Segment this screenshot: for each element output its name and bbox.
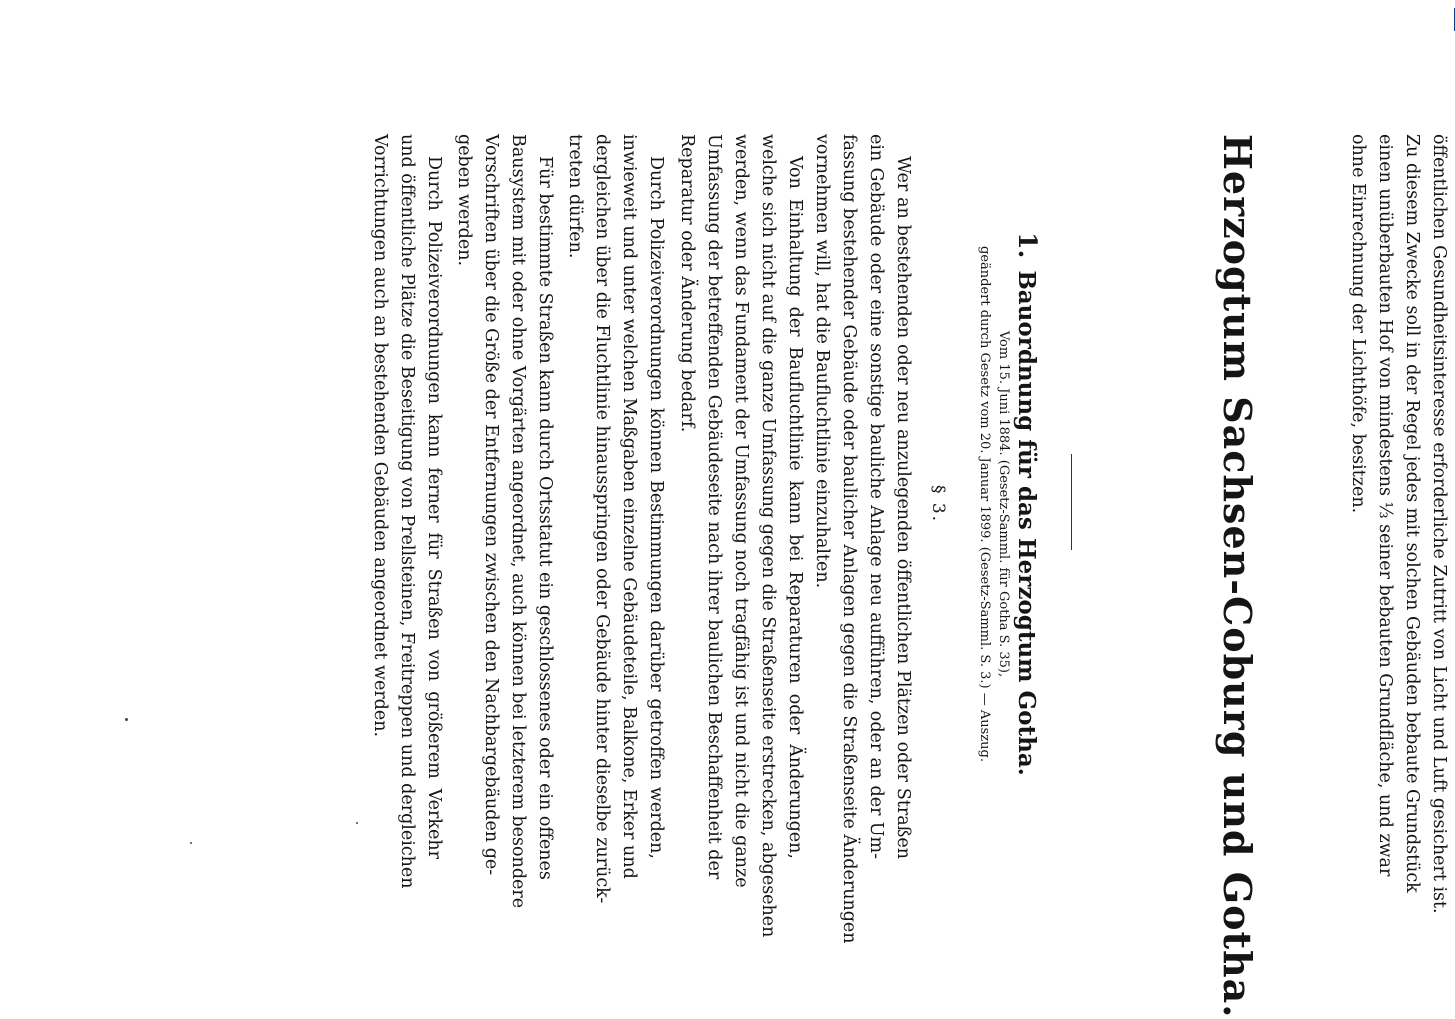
rotated-document-page-continued bbox=[1060, 134, 1449, 1019]
paragraph-3-line: Reparatur oder Änderung bedarf. bbox=[677, 134, 697, 433]
source-line-1: Vom 15. Juni 1884. (Gesetz-Samml. für Gotha S. 35), bbox=[996, 330, 1011, 678]
paragraph-5-line: einen unüberbauten Hof von mindestens ⅓ seiner bebauten Grundfläche, und zwar bbox=[1375, 134, 1395, 877]
paragraph-3-line: Durch Polizeiverordnungen können Bestimmungen darüber getroffen werden, bbox=[646, 156, 666, 859]
paragraph-3-line: und öffentliche Plätze die Beseitigung von Prellsteinen, Freitreppen und dergleichen bbox=[397, 134, 417, 889]
paragraph-3-line: ein Gebäude oder eine sonstige bauliche Anlage neu aufführen, oder an der Um- bbox=[866, 134, 886, 859]
paragraph-3-line: Durch Polizeiverordnungen kann ferner für Straßen von größerem Verkehr bbox=[424, 156, 444, 859]
scan-speck bbox=[356, 822, 358, 824]
main-title: Herzogtum Sachsen-Coburg und Gotha. bbox=[1215, 134, 1260, 1019]
paragraph-3-line: werden, wenn das Fundament der Umfassung noch tragfähig ist und nicht die ganze bbox=[731, 134, 751, 888]
scan-speck bbox=[190, 842, 192, 844]
paragraph-3-line: vornehmen will, hat die Baufluchtlinie einzuhalten. bbox=[812, 134, 832, 589]
paragraph-3-line: fassung bestehender Gebäude oder baulicher Anlagen gegen die Straßenseite Änderungen bbox=[839, 134, 859, 944]
paragraph-3-line: Vorschriften über die Größe der Entfernungen zwischen den Nachbargebäuden ge- bbox=[481, 134, 501, 876]
paragraph-3-line: Wer an bestehenden oder neu anzulegenden öffentlichen Plätzen oder Straßen bbox=[893, 156, 913, 859]
paragraph-3-line: Umfassung der betreffenden Gebäudeseite nach ihrer baulichen Beschaffenheit der bbox=[704, 134, 724, 880]
paragraph-3-line: Von Einhaltung der Baufluchtlinie kann bei Reparaturen oder Änderungen, bbox=[785, 156, 805, 859]
section-number: 1. bbox=[1013, 232, 1042, 259]
paragraph-3-line: geben werden. bbox=[454, 134, 474, 267]
digitization-credit bbox=[1441, 8, 1454, 988]
paragraph-3-line: treten dürfen. bbox=[565, 134, 585, 259]
paragraph-3-line: welche sich nicht auf die ganze Umfassung gegen die Straßenseite erstrecken, abgesehen bbox=[758, 134, 778, 938]
paragraph-3-line: Für bestimmte Straßen kann durch Ortsstatut ein geschlossenes oder ein offenes bbox=[535, 156, 555, 880]
paragraph-3-line: dergleichen über die Fluchtlinie hinausspringen oder Gebäude hinter dieselbe zurück- bbox=[592, 134, 612, 904]
paragraph-3-line: inwieweit und unter welchen Maßgaben einzelne Gebäudeteile, Balkone, Erker und bbox=[619, 134, 639, 879]
paragraph-3-line: Vorrichtungen auch an bestehenden Gebäuden angeordnet werden. bbox=[370, 134, 390, 738]
paragraph-5-line: öffentlichen Gesundheitsinteresse erforderliche Zutritt von Licht und Luft gesichert ist. bbox=[1429, 134, 1449, 914]
paragraph-3-heading: § 3. bbox=[928, 484, 948, 524]
paragraph-5-line: Zu diesem Zwecke soll in der Regel jedes mit solchen Gebäuden bebaute Grundstück bbox=[1402, 134, 1422, 893]
paragraph-5-line: ohne Einrechnung der Lichthöfe, besitzen. bbox=[1348, 134, 1368, 514]
source-line-2: geändert durch Gesetz vom 20. Januar 1899. (Gesetz-Samml. S. 3.) — Auszug. bbox=[977, 246, 992, 762]
paragraph-3-line: Bausystem mit oder ohne Vorgärten angeordnet, auch können bei letzterem besondere bbox=[508, 134, 528, 909]
section-title-text: Bauordnung für das Herzogtum Gotha. bbox=[1013, 270, 1040, 776]
scan-speck bbox=[125, 718, 128, 721]
section-title bbox=[1013, 134, 1042, 874]
